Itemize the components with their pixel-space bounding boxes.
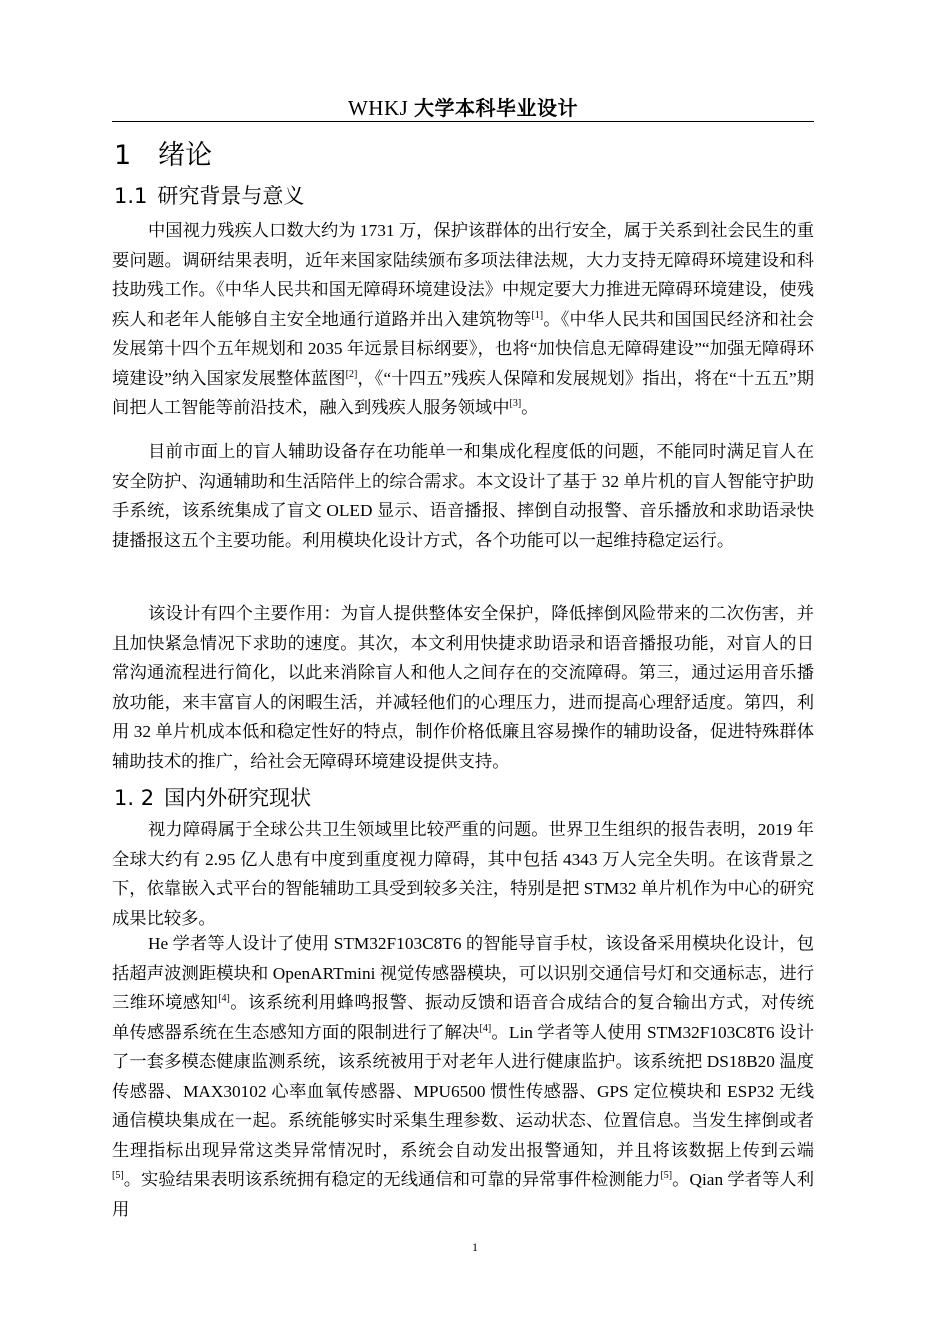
paragraph-text: 。Lin 学者等人使用 STM32F103C8T6 设计了一套多模态健康监测系统，该系统被用于对老年人进行健康监护。该系统把 DS18B20 温度传感器、MAX30102 心率血氧传感器、MPU6500 惯性传感器、GPS 定位模块和 ESP32 无线通信模块集成在一起。系统能够实时采集生理参数、运动状态、位置信息。当发生摔倒或者生理指标出现异常这类异常情况时，系统会自动发出报警通知，并且将该数据上传到云端 [112,1022,814,1160]
section-heading [114,782,311,812]
paragraph-text: 。 [521,398,539,417]
citation-marker: [3] [509,398,522,409]
chapter-title: 绪论 [158,140,212,171]
citation-marker: [5] [660,1170,673,1181]
header-latin: WHKJ [347,96,409,120]
section-number: 1. 2 [114,786,155,810]
paragraph-text: 。《中华人民共和国国民经济和社会发展第十四个五年规划和 2035 年远景目标纲要》，也将“加快信息无障碍建设”“加强无障碍环境建设”纳入国家发展整体蓝图 [112,309,814,388]
running-header [112,92,814,121]
chapter-heading [114,133,212,172]
citation-marker: [1] [531,309,544,321]
section-heading [114,180,304,210]
paragraph-text: 目前市面上的盲人辅助设备存在功能单一和集成化程度低的问题，不能同时满足盲人在安全防护、沟通辅助和生活陪伴上的综合需求。本文设计了基于 32 单片机的盲人智能守护助手系统，该系统集成了盲文 OLED 显示、语音播报、摔倒自动报警、音乐播放和求助语录快捷播报这五个主要功能。利用模块化设计方式，各个功能可以一起维持稳定运行。 [112,442,814,550]
paragraph-text: 视力障碍属于全球公共卫生领域里比较严重的问题。世界卫生组织的报告表明，2019 年全球大约有 2.95 亿人患有中度到重度视力障碍，其中包括 4343 万人完全失明。在该背景之下，依靠嵌入式平台的智能辅助工具受到较多关注，特别是把 STM32 单片机作为中心的研究成果比较多。 [112,820,814,928]
page-number: 1 [472,1240,478,1254]
header-rule [112,121,814,122]
citation-marker: [4] [479,1022,492,1034]
paragraph-text: 。该系统利用蜂鸣报警、振动反馈和语音合成结合的复合输出方式，对传统单传感器系统在生态感知方面的限制进行了解决 [112,993,814,1042]
paragraph-text: He 学者等人设计了使用 STM32F103C8T6 的智能导盲手杖，该设备采用模块化设计，包括超声波测距模块和 OpenARTmini 视觉传感器模块，可以识别交通信号灯和交通标志，进行三维环境感知 [112,934,814,1012]
paragraph [112,929,814,1224]
section-title: 研究背景与意义 [157,184,305,208]
citation-marker: [2] [345,368,358,380]
paragraph-text: 。Qian 学者等人利用 [112,1170,814,1219]
section-number: 1.1 [114,184,148,208]
paragraph [112,216,814,423]
paragraph [112,815,814,933]
paragraph-text: 。实验结果表明该系统拥有稳定的无线通信和可靠的异常事件检测能力 [123,1170,661,1189]
section-title: 国内外研究现状 [164,786,312,810]
citation-marker: [4] [218,993,230,1004]
paragraph [112,437,814,555]
paragraph-text: ，《“十四五”残疾人保障和发展规划》指出，将在“十五五”期间把人工智能等前沿技术，融入到残疾人服务领域中 [112,368,814,417]
paragraph [112,599,814,776]
header-title: 大学本科毕业设计 [414,96,579,120]
paragraph-text: 中国视力残疾人口数大约为 1731 万，保护该群体的出行安全，属于关系到社会民生的重要问题。调研结果表明，近年来国家陆续颁布多项法律法规，大力支持无障碍环境建设和科技助残工作。《中华人民共和国无障碍环境建设法》中规定要大力推进无障碍环境建设，使残疾人和老年人能够自主安全地通行道路并出入建筑物等 [112,221,814,329]
citation-marker: [5] [112,1170,124,1181]
chapter-number: 1 [114,140,132,171]
paragraph-text: 该设计有四个主要作用：为盲人提供整体安全保护，降低摔倒风险带来的二次伤害，并且加快紧急情况下求助的速度。其次，本文利用快捷求助语录和语音播报功能，对盲人的日常沟通流程进行简化，以此来消除盲人和他人之间存在的交流障碍。第三，通过运用音乐播放功能，来丰富盲人的闲暇生活，并减轻他们的心理压力，进而提高心理舒适度。第四，利用 32 单片机成本低和稳定性好的特点，制作价格低廉且容易操作的辅助设备，促进特殊群体辅助技术的推广，给社会无障碍环境建设提供支持。 [112,604,814,771]
